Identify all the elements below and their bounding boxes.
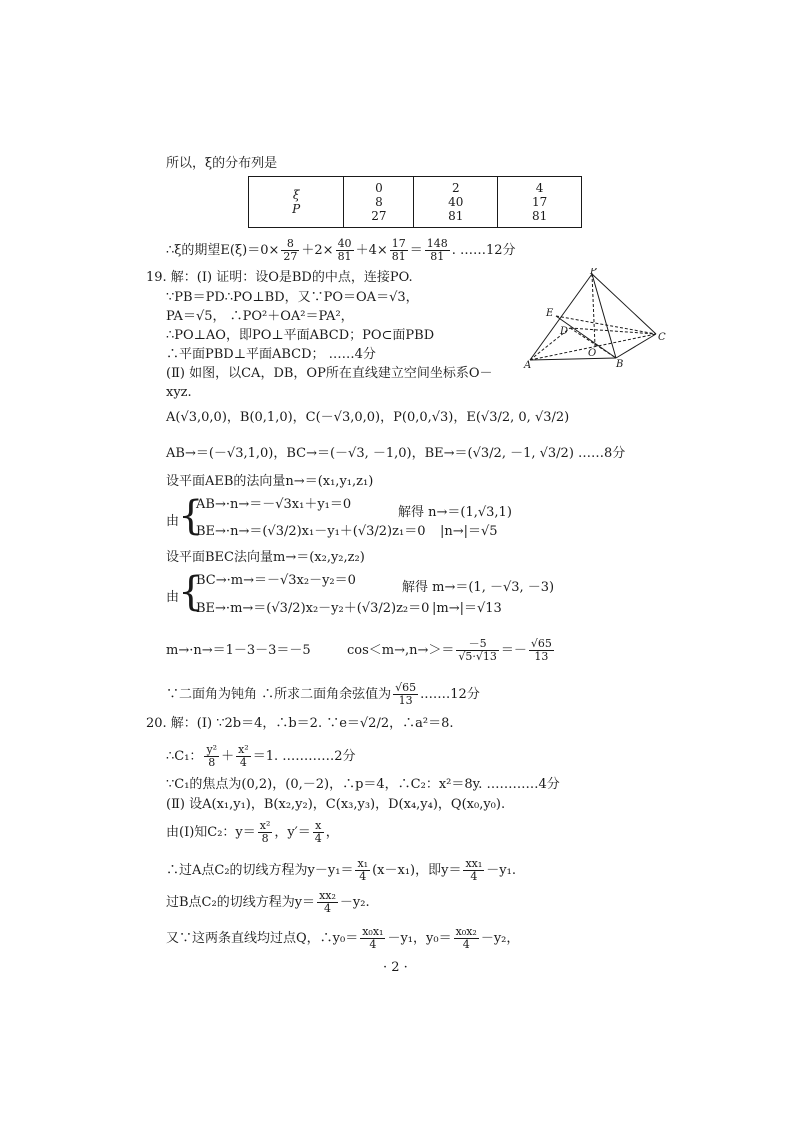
q19-line-13: 设平面BEC法向量m→＝(x₂,y₂,z₂)	[166, 550, 365, 565]
label-P: P	[590, 268, 597, 277]
q19-line-12a: BE→·n→＝(√3/2)x₁－y₁＋(√3/2)z₁＝0	[196, 524, 426, 539]
q19-line-15-pre: 由	[166, 590, 180, 605]
q19-line-9: AB→＝(－√3,1,0)，BC→＝(－√3, －1,0)，BE→＝(√3/2, －1, √3/2) ……8分	[166, 446, 626, 461]
q19-line-12b: |n→|＝√5	[440, 524, 498, 539]
label-B: B	[616, 359, 624, 368]
q19-line-11a: AB→·n→＝－√3x₁＋y₁＝0	[196, 497, 352, 512]
q19-line-16: m→·n→＝1－3－3＝－5 cos＜m→,n→＞＝ $\frac{-5}{√5\cdot√13}$ ＝－ $\frac{√65}{13}$	[166, 637, 552, 663]
q19-line-7: xyz.	[166, 385, 192, 400]
q19-line-17: ∵二面角为钝角 ∴所求二面角余弦值为 $\frac{√65}{13}$ .……12分	[166, 681, 480, 707]
table-row	[249, 177, 582, 228]
expectation-line: ∴ξ的期望E(ξ)＝0× $\frac{8}{27}$ ＋2× $\frac{40}{81}$ ＋4× $\frac{17}{81}$ ＝ $\frac{148}{81}$ . ……12分	[166, 237, 516, 263]
q19-line-5: ∴平面PBD⊥平面ABCD； ……4分	[166, 347, 376, 362]
q19-line-14a: BC→·m→＝－√3x₂－y₂＝0	[196, 573, 356, 588]
table-cell: 2 40 81	[414, 177, 498, 228]
brace-2: {	[178, 569, 204, 615]
label-C: C	[658, 332, 666, 343]
label-A: A	[524, 360, 532, 368]
page-number: · 2 ·	[383, 960, 408, 975]
q20-line-2: ∴C₁： $\frac{\text{y²}}{8}$ ＋ $\frac{\text{x²}}{4}$ ＝1. …………2分	[166, 743, 356, 769]
table-cell: 0 8 27	[344, 177, 414, 228]
q19-line-15a: BE→·m→＝(√3/2)x₂－y₂＋(√3/2)z₂＝0	[196, 601, 430, 616]
q20-line-1: 20. 解：(Ⅰ) ∵2b＝4，∴b＝2. ∵e＝√2/2，∴a²＝8.	[146, 716, 454, 731]
q20-line-8: 又∵这两条直线均过点Q，∴y₀＝ $\frac{\text{x₀x₁}}{4}$ －y₁，y₀＝ $\frac{\text{x₀x₂}}{4}$ －y₂，	[166, 925, 520, 951]
table-cell: 4 17 81	[498, 177, 582, 228]
q19-line-11b: 解得 n→＝(1,√3,1)	[398, 505, 512, 520]
pyramid-figure	[520, 268, 670, 368]
q19-line-12-pre: 由	[166, 514, 180, 529]
q19-line-8: A(√3,0,0)，B(0,1,0)，C(－√3,0,0)，P(0,0,√3)，E(√3/2, 0, √3/2)	[166, 410, 570, 425]
q19-line-2: ∵PB＝PD∴PO⊥BD，又∵PO＝OA＝√3，	[166, 290, 419, 305]
q19-line-4: ∴PO⊥AO，即PO⊥平面ABCD；PO⊂面PBD	[166, 328, 435, 343]
q20-line-3: ∵C₁的焦点为(0,2)，(0,－2)，∴p＝4，∴C₂：x²＝8y. …………4分	[166, 777, 560, 792]
q20-line-7: 过B点C₂的切线方程为y＝ $\frac{\text{xx₂}}{4}$ －y₂.	[166, 889, 370, 915]
q19-line-10: 设平面AEB的法向量n→＝(x₁,y₁,z₁)	[166, 474, 374, 489]
q20-line-4: (Ⅱ) 设A(x₁,y₁)，B(x₂,y₂)，C(x₃,y₃)，D(x₄,y₄)，Q(x₀,y₀).	[166, 797, 506, 812]
label-O: O	[588, 348, 597, 359]
q19-line-14b: 解得 m→＝(1, －√3, －3)	[402, 580, 555, 595]
intro-text: 所以，ξ的分布列是	[166, 156, 278, 171]
q20-line-6: ∴过A点C₂的切线方程为y－y₁＝ $\frac{\text{x₁}}{4}$ (x－x₁)，即y＝ $\frac{\text{xx₁}}{4}$ －y₁.	[166, 857, 516, 883]
table-cell: ξ P	[249, 177, 344, 228]
q19-line-3: PA＝√5， ∴PO²＋OA²＝PA²，	[166, 309, 354, 324]
distribution-table	[248, 176, 582, 228]
label-D: D	[560, 326, 569, 337]
q20-line-5: 由(Ⅰ)知C₂：y＝ $\frac{\text{x²}}{8}$ ，y′＝ $\frac{x}{4}$ ，	[166, 819, 339, 845]
q19-line-6: (Ⅱ) 如图，以CA，DB，OP所在直线建立空间坐标系O－	[166, 366, 493, 381]
q19-line-1: 19. 解：(Ⅰ) 证明：设O是BD的中点，连接PO.	[146, 270, 413, 285]
brace-1: {	[178, 493, 204, 539]
q19-line-15b: |m→|＝√13	[432, 601, 502, 616]
label-E: E	[546, 308, 554, 319]
